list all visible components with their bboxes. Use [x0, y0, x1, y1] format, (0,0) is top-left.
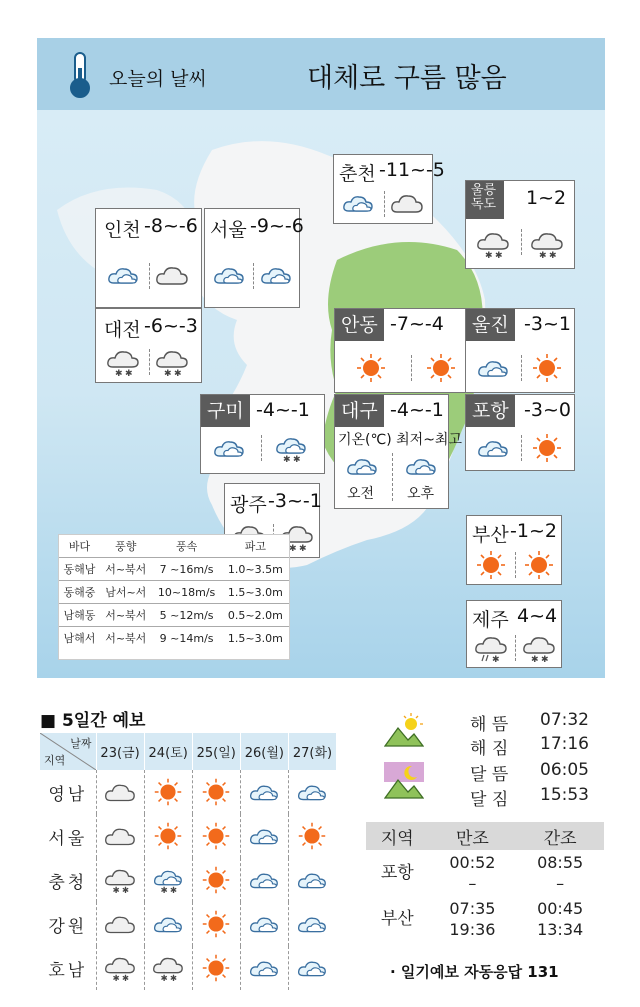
partly-cloudy-icon	[247, 821, 281, 851]
tide-header-low: 간조	[516, 822, 604, 850]
tide-low-times	[516, 896, 604, 942]
sunny-icon	[423, 353, 459, 383]
table-row	[59, 581, 289, 604]
table-row	[59, 627, 289, 650]
legend-am: 오전	[347, 486, 375, 502]
city-name: 포항	[466, 395, 515, 427]
tide-high-times	[429, 850, 517, 896]
partly-cloudy-icon	[295, 865, 329, 895]
forecast-region: 영남	[48, 784, 88, 805]
cloudy-icon	[103, 821, 137, 851]
sea-area: 동해중	[59, 581, 100, 604]
wind-direction: 서~북서	[100, 604, 152, 627]
cloudy-rain-snow-icon	[473, 633, 509, 663]
partly-cloudy-icon	[475, 353, 511, 383]
forecast-cell	[288, 770, 336, 814]
sunny-icon	[529, 353, 565, 383]
sunrise-time: 07:32	[540, 710, 589, 730]
forecast-day-header: 24(토)	[144, 733, 192, 770]
partly-cloudy-icon	[247, 909, 281, 939]
sea-conditions-table	[58, 534, 290, 660]
city-card-uljin	[465, 308, 575, 393]
moonset-label: 달 짐	[470, 790, 509, 810]
sea-area: 남해동	[59, 604, 100, 627]
weather-condition: 대체로 구름 많음	[307, 63, 507, 94]
wind-direction: 남서~서	[100, 581, 152, 604]
sunny-icon	[353, 353, 389, 383]
city-card-pohang	[465, 394, 575, 471]
forecast-cell	[288, 814, 336, 858]
forecast-day-header: 27(화)	[288, 733, 336, 770]
sunny-icon	[473, 550, 509, 580]
forecast-cell	[192, 814, 240, 858]
city-temp: -6~-3	[144, 315, 198, 337]
tide-time: 13:34	[537, 920, 584, 939]
moonrise-label: 달 뜸	[470, 765, 509, 785]
forecast-day-header: 25(일)	[192, 733, 240, 770]
forecast-cell	[240, 902, 288, 946]
corner-date-label: 날짜	[70, 737, 92, 750]
cloudy-icon	[389, 188, 425, 218]
wind-direction: 서~북서	[100, 627, 152, 650]
forecast-cell	[96, 814, 144, 858]
forecast-cell	[96, 902, 144, 946]
forecast-cell	[240, 858, 288, 902]
forecast-cell	[144, 946, 192, 990]
city-temp: -3~-1	[268, 490, 322, 512]
corner-region-label: 지역	[44, 754, 66, 767]
wave-height: 0.5~2.0m	[222, 604, 289, 627]
cloudy-snow-icon	[521, 633, 557, 663]
sea-header: 바다	[68, 540, 91, 553]
forecast-cell	[192, 858, 240, 902]
today-weather-label: 오늘의 날씨	[109, 68, 207, 90]
partly-cloudy-icon	[295, 953, 329, 983]
city-name: 대구	[335, 395, 384, 427]
sunny-icon	[199, 953, 233, 983]
city-name: 부산	[472, 524, 509, 546]
partly-cloudy-icon	[211, 433, 247, 463]
cloudy-snow-icon	[154, 347, 190, 377]
tide-region: 포항	[380, 862, 414, 883]
sunny-icon	[199, 865, 233, 895]
wind-speed: 5 ~12m/s	[152, 604, 222, 627]
cloudy-icon	[103, 777, 137, 807]
forecast-cell	[144, 902, 192, 946]
moonset-time: 15:53	[540, 785, 589, 805]
tide-time: –	[556, 874, 565, 893]
forecast-cell	[144, 814, 192, 858]
partly-cloudy-icon	[105, 260, 141, 290]
sunny-icon	[151, 821, 185, 851]
wind-speed: 7 ~16m/s	[152, 558, 222, 581]
city-card-daegu	[334, 394, 462, 509]
forecast-cell	[240, 946, 288, 990]
wave-height: 1.5~3.0m	[222, 581, 289, 604]
sunny-icon	[529, 433, 565, 463]
forecast-cell	[288, 946, 336, 990]
city-name: 구미	[201, 395, 250, 427]
partly-cloudy-icon	[211, 260, 247, 290]
forecast-cell	[96, 770, 144, 814]
sunny-icon	[199, 777, 233, 807]
moon-landscape-icon	[384, 762, 424, 800]
table-row	[59, 604, 289, 627]
tide-low-times	[516, 850, 604, 896]
cloudy-snow-icon	[529, 229, 565, 259]
city-temp: -9~-6	[250, 215, 304, 237]
sunny-icon	[521, 550, 557, 580]
city-name: 서울	[210, 219, 247, 241]
city-name: 인천	[104, 219, 141, 241]
city-card-seoul	[204, 208, 304, 308]
city-card-daejeon	[95, 308, 202, 383]
city-temp: -3~1	[524, 313, 571, 335]
city-temp: -4~-1	[256, 399, 310, 421]
tide-time: –	[468, 874, 477, 893]
forecast-corner-header	[40, 733, 96, 770]
forecast-row	[40, 902, 336, 946]
city-card-incheon	[95, 208, 202, 308]
sea-header: 풍향	[115, 540, 137, 553]
legend-pm: 오후	[407, 486, 435, 502]
forecast-cell	[192, 770, 240, 814]
cloudy-snow-icon	[475, 229, 511, 259]
tide-high-times	[429, 896, 517, 942]
partly-cloudy-snow-icon	[273, 433, 309, 463]
wave-height: 1.0~3.5m	[222, 558, 289, 581]
cloudy-icon	[103, 909, 137, 939]
partly-cloudy-icon	[247, 953, 281, 983]
partly-cloudy-icon	[247, 777, 281, 807]
sunny-icon	[199, 909, 233, 939]
cloudy-snow-icon	[103, 953, 137, 983]
sea-header: 파고	[244, 540, 266, 553]
tide-region: 부산	[380, 908, 414, 929]
sea-header: 풍속	[175, 540, 198, 553]
city-temp: -1~2	[510, 520, 557, 542]
partly-cloudy-icon	[340, 188, 376, 218]
sea-area: 동해남	[59, 558, 100, 581]
table-row	[366, 896, 604, 942]
partly-cloudy-icon	[151, 909, 185, 939]
sunny-icon	[295, 821, 329, 851]
tide-time: 00:45	[537, 899, 584, 918]
forecast-cell	[288, 858, 336, 902]
forecast-row	[40, 946, 336, 990]
tide-table	[366, 822, 604, 942]
city-temp: -8~-6	[144, 215, 198, 237]
cloudy-snow-icon	[151, 953, 185, 983]
tide-time: 07:35	[449, 899, 496, 918]
five-day-forecast-title: ■ 5일간 예보	[40, 711, 146, 731]
forecast-day-header: 23(금)	[96, 733, 144, 770]
city-name: 제주	[472, 609, 509, 631]
map-header	[37, 38, 605, 110]
wind-speed: 10~18m/s	[152, 581, 222, 604]
city-card-jeju	[466, 600, 562, 668]
forecast-cell	[96, 858, 144, 902]
moonrise-time: 06:05	[540, 760, 589, 780]
cloudy-icon	[154, 260, 190, 290]
city-temp: -11~-5	[379, 159, 445, 181]
forecast-cell	[192, 946, 240, 990]
city-temp: 4~4	[517, 605, 558, 627]
forecast-cell	[96, 946, 144, 990]
city-temp: 1~2	[526, 187, 567, 209]
partly-cloudy-icon	[295, 909, 329, 939]
wind-direction: 서~북서	[100, 558, 152, 581]
city-temp: -7~-4	[390, 313, 444, 335]
city-card-busan	[466, 515, 562, 585]
partly-cloudy-icon	[258, 260, 294, 290]
partly-cloudy-snow-icon	[151, 865, 185, 895]
five-day-forecast-table	[40, 733, 336, 990]
city-temp: -4~-1	[390, 399, 444, 421]
forecast-row	[40, 858, 336, 902]
cloudy-snow-icon	[103, 865, 137, 895]
legend-temperature: 기온(℃) 최저~최고	[338, 432, 462, 448]
tide-time: 00:52	[449, 853, 496, 872]
city-name: 울릉독도	[466, 181, 504, 219]
forecast-cell	[240, 814, 288, 858]
sunny-icon	[151, 777, 185, 807]
tide-time: 08:55	[537, 853, 584, 872]
city-temp: -3~0	[524, 399, 571, 421]
city-name: 광주	[230, 494, 267, 516]
city-name: 대전	[104, 319, 141, 341]
cloudy-snow-icon	[105, 347, 141, 377]
city-name: 안동	[335, 309, 384, 341]
forecast-cell	[240, 770, 288, 814]
forecast-phone-note: · 일기예보 자동응답 131	[390, 963, 559, 981]
city-name: 울진	[466, 309, 515, 341]
forecast-region: 호남	[48, 960, 88, 981]
forecast-region: 서울	[48, 828, 88, 849]
partly-cloudy-icon	[295, 777, 329, 807]
city-card-ulleung	[465, 180, 575, 269]
forecast-cell	[144, 858, 192, 902]
forecast-day-header: 26(월)	[240, 733, 288, 770]
forecast-region: 충청	[48, 872, 88, 893]
forecast-row	[40, 770, 336, 814]
city-name: 춘천	[339, 163, 376, 185]
forecast-cell	[192, 902, 240, 946]
city-card-chuncheon	[333, 154, 445, 224]
sunset-time: 17:16	[540, 734, 589, 754]
sea-area: 남해서	[59, 627, 100, 650]
tide-header-high: 만조	[429, 822, 517, 850]
forecast-region: 강원	[48, 916, 88, 937]
table-row	[366, 850, 604, 896]
wave-height: 1.5~3.0m	[222, 627, 289, 650]
sunset-label: 해 짐	[470, 739, 509, 759]
sunny-icon	[199, 821, 233, 851]
table-row	[59, 558, 289, 581]
partly-cloudy-icon	[344, 451, 380, 481]
sun-landscape-icon	[384, 712, 424, 748]
wind-speed: 9 ~14m/s	[152, 627, 222, 650]
tide-header-region: 지역	[366, 822, 429, 850]
city-card-gumi	[200, 394, 325, 474]
forecast-row	[40, 814, 336, 858]
thermometer-icon	[65, 50, 95, 100]
partly-cloudy-icon	[403, 451, 439, 481]
forecast-cell	[288, 902, 336, 946]
partly-cloudy-icon	[475, 433, 511, 463]
tide-time: 19:36	[449, 920, 496, 939]
partly-cloudy-icon	[247, 865, 281, 895]
forecast-cell	[144, 770, 192, 814]
sunrise-label: 해 뜸	[470, 715, 509, 735]
